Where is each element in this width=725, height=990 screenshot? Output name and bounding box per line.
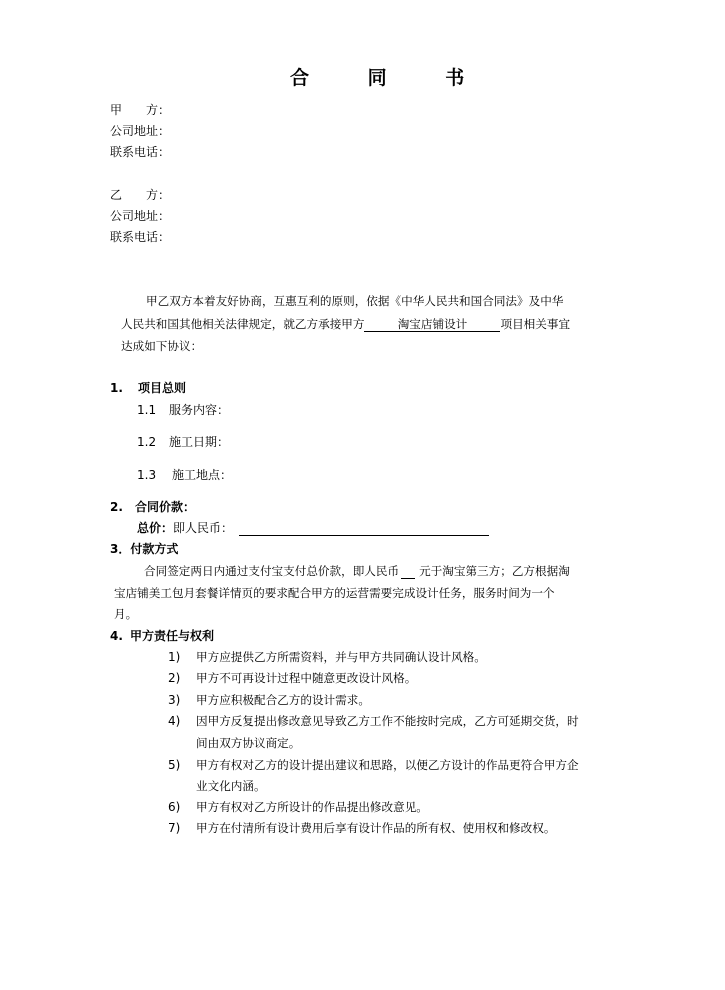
section-4-item-7-line-1: 甲方在付清所有设计费用后享有设计作品的所有权、使用权和修改权。 bbox=[196, 821, 556, 835]
section-4-item-7-number: 7) bbox=[168, 821, 181, 835]
section-1-item-1-number: 1.1 bbox=[137, 403, 157, 417]
document-title: 合 同 书 bbox=[290, 67, 491, 89]
section-4-item-3-number: 3) bbox=[168, 693, 181, 707]
section-4-number: 4. bbox=[110, 629, 123, 643]
section-4-item-4-line-2: 间由双方协议商定。 bbox=[196, 736, 301, 750]
section-4-item-6-line-1: 甲方有权对乙方所设计的作品提出修改意见。 bbox=[196, 800, 428, 814]
currency-label: 即人民币： bbox=[173, 521, 234, 535]
intro-line-2 bbox=[121, 316, 570, 332]
party-b-name-label: 乙 方： bbox=[110, 188, 171, 202]
intro-line-2-suffix: 项目相关事宜 bbox=[500, 317, 571, 331]
section-4-item-1-line-1: 甲方应提供乙方所需资料，并与甲方共同确认设计风格。 bbox=[196, 650, 486, 664]
section-4-item-6-number: 6) bbox=[168, 800, 181, 814]
section-1-item-3-number: 1.3 bbox=[137, 468, 157, 482]
project-name-field bbox=[364, 316, 500, 332]
section-4-item-4-line-1: 因甲方反复提出修改意见导致乙方工作不能按时完成，乙方可延期交货，时 bbox=[196, 714, 579, 728]
section-4-item-5-line-1: 甲方有权对乙方的设计提出建议和思路，以便乙方设计的作品更符合甲方企 bbox=[196, 758, 579, 772]
project-name: 淘宝店铺设计 bbox=[397, 317, 468, 331]
section-1-heading: 项目总则 bbox=[138, 381, 187, 395]
party-b-phone-label: 联系电话： bbox=[110, 230, 171, 244]
section-1-item-1-label: 服务内容： bbox=[169, 403, 230, 417]
section-4-item-4-number: 4) bbox=[168, 714, 181, 728]
total-price-line bbox=[137, 520, 489, 536]
total-price-blank bbox=[239, 520, 489, 536]
payment-amount-blank bbox=[401, 563, 415, 579]
intro-line-3: 达成如下协议： bbox=[121, 339, 203, 353]
section-1-item-2-label: 施工日期： bbox=[169, 435, 230, 449]
section-1-number: 1. bbox=[110, 381, 123, 395]
intro-line-2-prefix: 人民共和国其他相关法律规定，就乙方承接甲方 bbox=[121, 317, 365, 331]
section-2-heading: 合同价款： bbox=[135, 500, 196, 514]
intro-line-1: 甲乙双方本着友好协商，互惠互利的原则，依据《中华人民共和国合同法》及中华 bbox=[146, 294, 564, 308]
section-4-item-1-number: 1) bbox=[168, 650, 181, 664]
section-3-line-1 bbox=[144, 563, 570, 579]
section-4-item-3-line-1: 甲方应积极配合乙方的设计需求。 bbox=[196, 693, 370, 707]
section-4-item-5-line-2: 业文化内涵。 bbox=[196, 779, 266, 793]
party-b-address-label: 公司地址： bbox=[110, 209, 171, 223]
party-a-name-label: 甲 方： bbox=[110, 103, 171, 117]
party-a-address-label: 公司地址： bbox=[110, 124, 171, 138]
section-3-line-1-suffix: 元于淘宝第三方；乙方根据淘 bbox=[419, 564, 570, 578]
section-2-number: 2. bbox=[110, 500, 123, 514]
section-4-item-5-number: 5) bbox=[168, 758, 181, 772]
section-3-line-2: 宝店铺美工包月套餐详情页的要求配合甲方的运营需要完成设计任务，服务时间为一个 bbox=[114, 586, 555, 600]
section-3-heading: 3．付款方式 bbox=[110, 542, 179, 556]
section-3-line-1-prefix: 合同签定两日内通过支付宝支付总价款，即人民币 bbox=[144, 564, 400, 578]
section-1-item-3-label: 施工地点： bbox=[172, 468, 233, 482]
section-4-heading: 甲方责任与权利 bbox=[130, 629, 215, 643]
section-4-item-2-line-1: 甲方不可再设计过程中随意更改设计风格。 bbox=[196, 671, 417, 685]
party-a-phone-label: 联系电话： bbox=[110, 145, 171, 159]
section-1-item-2-number: 1.2 bbox=[137, 435, 157, 449]
section-3-line-3: 月。 bbox=[114, 607, 138, 621]
total-price-label: 总价： bbox=[137, 521, 174, 535]
section-4-item-2-number: 2) bbox=[168, 671, 181, 685]
